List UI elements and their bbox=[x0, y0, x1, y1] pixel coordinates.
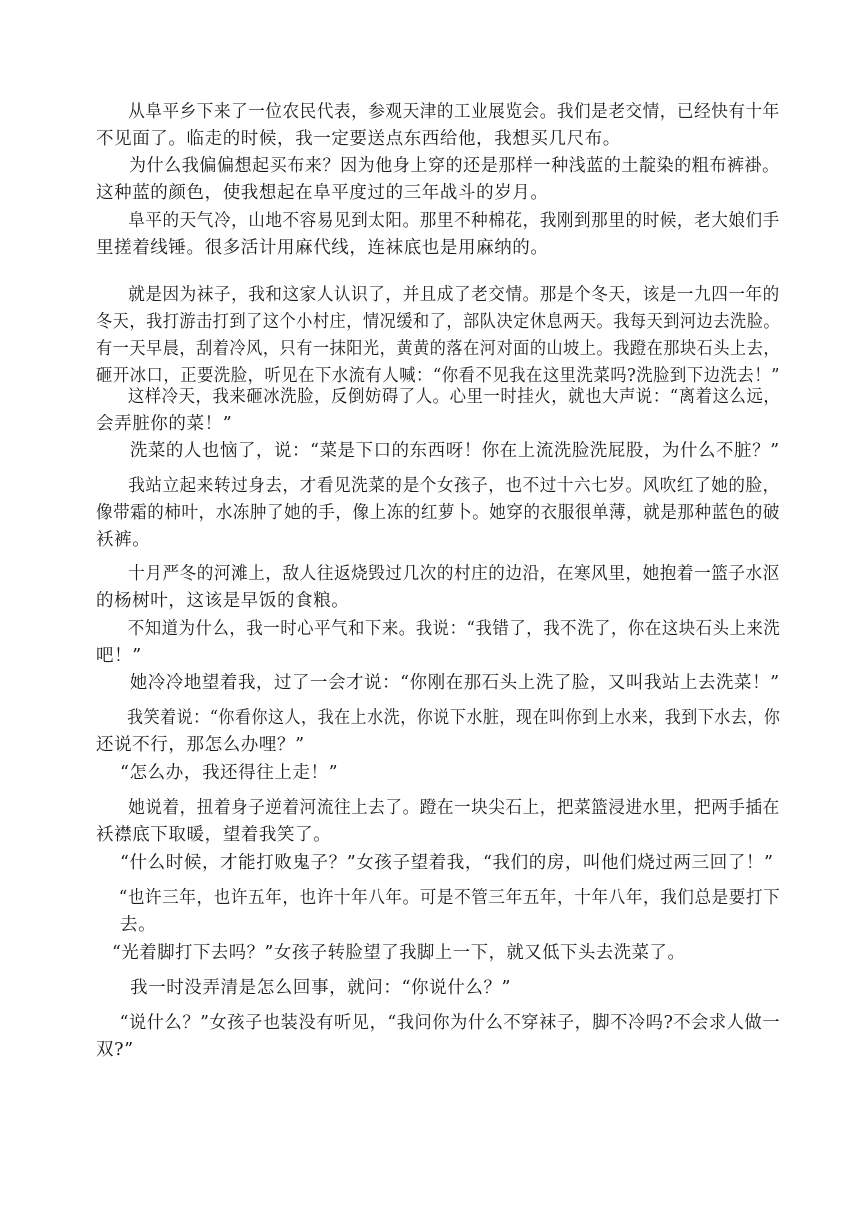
text-line: 阜平的天气冷，山地不容易见到太阳。那里不种棉花，我刚到那里的时候，老大娘们手 bbox=[128, 211, 780, 231]
text-line: 她冷冷地望着我，过了一会才说：“你刚在那石头上洗了脸，又叫我站上去洗菜！” bbox=[129, 673, 780, 693]
paragraph-5 bbox=[96, 384, 781, 438]
text-line: 为什么我偏偏想起买布来？因为他身上穿的还是那样一种浅蓝的土靛染的粗布裤褂。 bbox=[129, 156, 780, 176]
text-line: 吧！” bbox=[96, 646, 142, 666]
text-line: “说什么？”女孩子也装没有听见，“我问你为什么不穿袜子，脚不冷吗?不会求人做一 bbox=[119, 1013, 781, 1033]
text-line: 我笑着说：“你看你这人，我在上水洗，你说下水脏，现在叫你到上水来，我到下水去，你 bbox=[127, 708, 781, 728]
text-line: 不知道为什么，我一时心平气和下来。我说：“我错了，我不洗了，你在这块石头上来洗 bbox=[127, 619, 781, 639]
text-line: 像带霜的柿叶，水冻肿了她的手，像上冻的红萝卜。她穿的衣服很单薄，就是那种蓝色的破 bbox=[96, 503, 780, 523]
text-line: 袄裤。 bbox=[96, 530, 151, 550]
text-line: 她说着，扭着身子逆着河流往上去了。蹬在一块尖石上，把菜篮浸进水里，把两手插在 bbox=[128, 798, 780, 818]
text-line: 会弄脏你的菜！” bbox=[96, 414, 233, 434]
text-line: 我一时没弄清是怎么回事，就问：“你说什么？” bbox=[130, 978, 512, 998]
paragraph-9 bbox=[96, 616, 781, 670]
paragraph-10 bbox=[96, 670, 780, 697]
text-line: 袄襟底下取暖，望着我笑了。 bbox=[96, 825, 332, 845]
paragraph-15 bbox=[96, 885, 781, 939]
paragraph-16 bbox=[112, 940, 788, 967]
text-line: 洗菜的人也恼了，说：“菜是下口的东西呀！你在上流洗脸洗屁股，为什么不脏？” bbox=[129, 441, 780, 461]
paragraph-17 bbox=[96, 975, 772, 1002]
text-line: 的杨树叶，这该是早饭的食粮。 bbox=[96, 591, 350, 611]
paragraph-13 bbox=[96, 795, 780, 849]
text-line: 去。 bbox=[120, 915, 157, 935]
text-line: 砸开冰口，正要洗脸，听见在下水流有人喊：“你看不见我在这里洗菜吗?洗脸到下边洗去！” bbox=[96, 366, 780, 386]
text-line: 里搓着线锤。很多活计用麻代线，连袜底也是用麻纳的。 bbox=[96, 238, 549, 258]
text-line: 不见面了。临走的时候，我一定要送点东西给他，我想买几尺布。 bbox=[96, 129, 621, 149]
paragraph-18 bbox=[96, 1010, 781, 1064]
text-line: 这种蓝的颜色，使我想起在阜平度过的三年战斗的岁月。 bbox=[96, 183, 549, 203]
paragraph-14 bbox=[96, 850, 772, 877]
paragraph-4 bbox=[96, 282, 781, 390]
text-line: 冬天，我打游击打到了这个小村庄，情况缓和了，部队决定休息两天。我每天到河边去洗脸。 bbox=[96, 312, 781, 332]
text-line: 我站立起来转过身去，才看见洗菜的是个女孩子，也不过十六七岁。风吹红了她的脸， bbox=[128, 476, 780, 496]
paragraph-2 bbox=[96, 153, 780, 207]
text-line: “光着脚打下去吗？”女孩子转脸望了我脚上一下，就又低下头去洗菜了。 bbox=[112, 943, 686, 963]
text-line: 十月严冬的河滩上，敌人往返烧毁过几次的村庄的边沿，在寒风里，她抱着一篮子水沤 bbox=[128, 564, 780, 584]
text-line: 还说不行，那怎么办哩？” bbox=[96, 735, 305, 755]
text-line: “也许三年，也许五年，也许十年八年。可是不管三年五年，十年八年，我们总是要打下 bbox=[118, 888, 781, 908]
text-line: 就是因为袜子，我和这家人认识了，并且成了老交情。那是个冬天，该是一九四一年的 bbox=[128, 285, 780, 305]
paragraph-6 bbox=[96, 438, 780, 465]
paragraph-7 bbox=[96, 473, 780, 554]
text-line: 这样冷天，我来砸冰洗脸，反倒妨碍了人。心里一时挂火，就也大声说：“离着这么远， bbox=[127, 387, 781, 407]
text-line: 从阜平乡下来了一位农民代表，参观天津的工业展览会。我们是老交情，已经快有十年 bbox=[128, 102, 780, 122]
paragraph-11 bbox=[96, 705, 781, 759]
text-line: “怎么办，我还得往上走！” bbox=[120, 763, 339, 783]
text-line: 有一天早晨，刮着冷风，只有一抹阳光，黄黄的落在河对面的山坡上。我蹬在那块石头上去， bbox=[96, 339, 781, 359]
paragraph-3 bbox=[96, 208, 780, 262]
paragraph-1 bbox=[96, 99, 780, 153]
paragraph-12 bbox=[96, 760, 772, 787]
paragraph-8 bbox=[96, 561, 780, 615]
text-line: “什么时候，才能打败鬼子？”女孩子望着我，“我们的房，叫他们烧过两三回了！” bbox=[120, 853, 774, 873]
text-line: 双?” bbox=[96, 1040, 134, 1060]
